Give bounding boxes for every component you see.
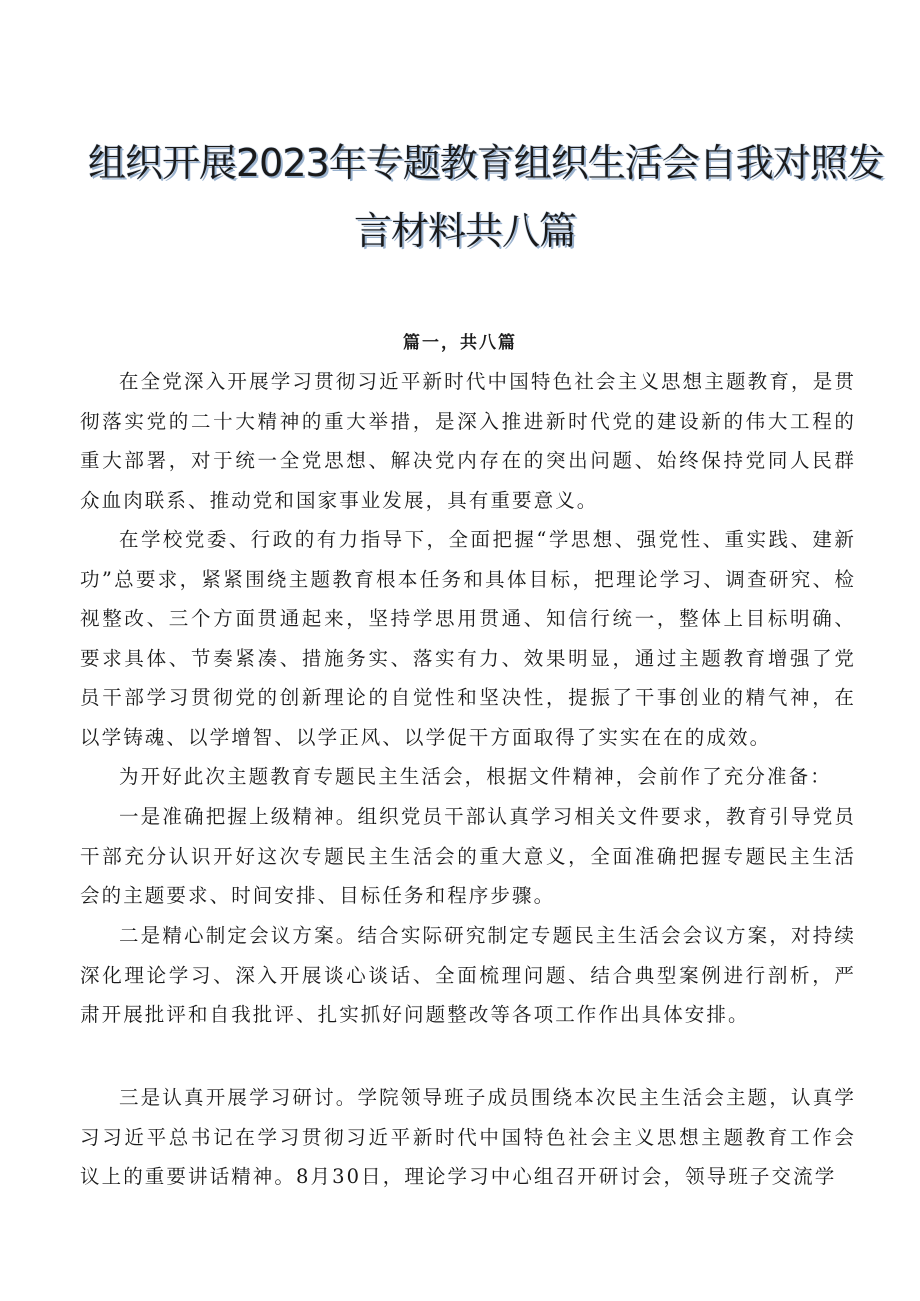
document-title-line-1: 组织开展2023年专题教育组织生活会自我对照发 [88,141,884,185]
paragraph-6: 三是认真开展学习研讨。学院领导班子成员围绕本次民主生活会主题，认真学习习近平总书记在学习贯彻习近平新时代中国特色社会主义思想主题教育工作会议上的重要讲话精神。8月30日，理论学习中心组召开研讨会，领导班子交流学 [80,1086,856,1189]
paragraph-4: 一是准确把握上级精神。组织党员干部认真学习相关文件要求，教育引导党员干部充分认识开好这次专题民主生活会的重大意义，全面准确把握专题民主生活会的主题要求、时间安排、目标任务和程序步骤。 [80,805,856,908]
paragraph-2: 在学校党委、行政的有力指导下，全面把握“学思想、强党性、重实践、建新功”总要求，紧紧围绕主题教育根本任务和具体目标，把理论学习、调查研究、检视整改、三个方面贯通起来，坚持学思用贯通、知信行统一，整体上目标明确、要求具体、节奏紧凑、措施务实、落实有力、效果明显，通过主题教育增强了党员干部学习贯彻党的创新理论的自觉性和坚决性，提振了干事创业的精气神，在以学铸魂、以学增智、以学正风、以学促干方面取得了实实在在的成效。 [80,528,856,749]
document-title-line-2: 言材料共八篇 [353,209,576,253]
section-heading: 篇一，共八篇 [403,333,517,353]
paragraph-5: 二是精心制定会议方案。结合实际研究制定专题民主生活会会议方案，对持续深化理论学习、深入开展谈心谈话、全面梳理问题、结合典型案例进行剖析，严肃开展批评和自我批评、扎实抓好问题整改等各项工作作出具体安排。 [80,924,856,1027]
paragraph-1: 在全党深入开展学习贯彻习近平新时代中国特色社会主义思想主题教育，是贯彻落实党的二十大精神的重大举措，是深入推进新时代党的建设新的伟大工程的重大部署，对于统一全党思想、解决党内存在的突出问题、始终保持党同人民群众血肉联系、推动党和国家事业发展，具有重要意义。 [80,370,856,512]
paragraph-3: 为开好此次主题教育专题民主生活会，根据文件精神，会前作了充分准备： [119,765,832,788]
